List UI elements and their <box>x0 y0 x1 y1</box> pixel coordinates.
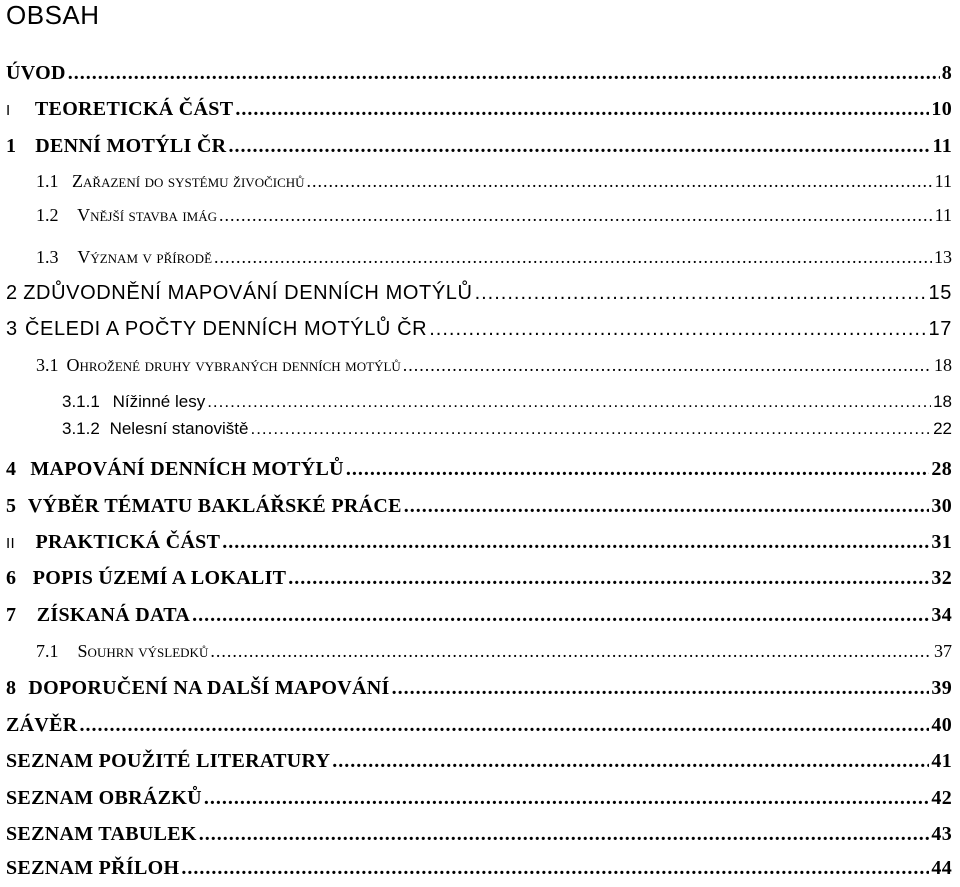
toc-entry-title: Nelesní stanoviště <box>109 419 249 438</box>
toc-entry-chapter-8[interactable] <box>6 677 952 707</box>
toc-entry-part-2[interactable] <box>6 531 952 561</box>
toc-leader-dots <box>403 355 932 376</box>
toc-entry-page: 11 <box>934 205 952 225</box>
toc-entry-number: 7 <box>6 604 17 626</box>
toc-entry-title: ČELEDI A POČTY DENNÍCH MOTÝLŮ ČR <box>24 318 428 340</box>
toc-entry-number: 4 <box>6 458 17 480</box>
toc-entry-title: POPIS ÚZEMÍ A LOKALIT <box>32 567 287 589</box>
toc-leader-dots <box>404 495 930 518</box>
toc-entry-page: 10 <box>931 98 952 120</box>
toc-leader-dots <box>429 318 926 341</box>
toc-leader-dots <box>250 419 931 439</box>
toc-entry-literatura[interactable] <box>6 750 952 780</box>
toc-entry-title: SEZNAM POUŽITÉ LITERATURY <box>6 750 331 772</box>
toc-entry-page: 8 <box>941 62 952 84</box>
toc-leader-dots <box>210 641 932 662</box>
toc-entry-chapter-1[interactable] <box>6 135 952 165</box>
toc-entry-obrazky[interactable] <box>6 787 952 817</box>
toc-entry-prilohy[interactable] <box>6 857 952 887</box>
toc-leader-dots <box>222 531 929 554</box>
toc-entry-number: 1.1 <box>36 171 59 191</box>
toc-entry-number: 1.3 <box>36 247 59 267</box>
toc-entry-page: 41 <box>931 750 952 772</box>
toc-entry-title: PRAKTICKÁ ČÁST <box>35 531 221 553</box>
toc-leader-dots <box>80 714 930 737</box>
toc-entry-number: 3.1.1 <box>62 392 100 411</box>
toc-leader-dots <box>235 98 929 121</box>
toc-entry-number: 1 <box>6 135 17 157</box>
toc-entry-page: 34 <box>931 604 952 626</box>
toc-leader-dots <box>214 247 932 268</box>
toc-entry-number: 6 <box>6 567 17 589</box>
toc-entry-page: 30 <box>931 495 952 517</box>
toc-entry-section-3-1[interactable] <box>6 355 952 385</box>
toc-entry-chapter-7[interactable] <box>6 604 952 634</box>
toc-entry-section-1-3[interactable] <box>6 247 952 277</box>
toc-leader-dots <box>332 750 929 773</box>
toc-entry-title: TEORETICKÁ ČÁST <box>34 98 234 120</box>
toc-entry-page: 28 <box>931 458 952 480</box>
toc-entry-page: 44 <box>931 857 952 879</box>
toc-entry-page: 18 <box>934 355 952 375</box>
toc-entry-title: SEZNAM TABULEK <box>6 823 197 845</box>
toc-entry-tabulky[interactable] <box>6 823 952 853</box>
toc-entry-title: DOPORUČENÍ NA DALŠÍ MAPOVÁNÍ <box>28 677 390 699</box>
toc-entry-title: ZÁVĚR <box>6 714 78 736</box>
toc-entry-part-1[interactable] <box>6 98 952 128</box>
toc-entry-title: ÚVOD <box>6 62 66 84</box>
toc-entry-number: II <box>6 535 15 552</box>
toc-entry-uvod[interactable] <box>6 62 952 92</box>
toc-entry-title: MAPOVÁNÍ DENNÍCH MOTÝLŮ <box>30 458 344 480</box>
toc-entry-title: DENNÍ MOTÝLI ČR <box>35 135 227 157</box>
toc-entry-section-7-1[interactable] <box>6 641 952 671</box>
toc-entry-number: 3.1.2 <box>62 419 100 438</box>
toc-leader-dots <box>228 135 930 158</box>
toc-leader-dots <box>475 282 927 305</box>
toc-entry-title: Význam v přírodě <box>77 247 213 267</box>
toc-entry-page: 32 <box>931 567 952 589</box>
toc-entry-section-1-2[interactable] <box>6 205 952 235</box>
page-title: OBSAH <box>6 0 100 30</box>
toc-entry-number: 3 <box>6 318 18 340</box>
toc-entry-page: 18 <box>933 392 952 411</box>
toc-entry-page: 43 <box>931 823 952 845</box>
toc-entry-number: 3.1 <box>36 355 59 375</box>
toc-entry-title: SEZNAM OBRÁZKŮ <box>6 787 202 809</box>
toc-entry-subsection-3-1-1[interactable] <box>6 392 952 422</box>
toc-leader-dots <box>307 171 933 192</box>
toc-entry-title: ZDŮVODNĚNÍ MAPOVÁNÍ DENNÍCH MOTÝLŮ <box>23 282 473 304</box>
toc-entry-title: VÝBĚR TÉMATU BAKLÁŘSKÉ PRÁCE <box>27 495 402 517</box>
toc-entry-number: 7.1 <box>36 641 59 661</box>
toc-leader-dots <box>199 823 930 846</box>
toc-entry-title: Vnější stavba imág <box>77 205 217 225</box>
toc-entry-title: Souhrn výsledků <box>77 641 209 661</box>
toc-entry-chapter-4[interactable] <box>6 458 952 488</box>
toc-leader-dots <box>288 567 929 590</box>
toc-entry-number: 5 <box>6 495 17 517</box>
toc-entry-chapter-3[interactable] <box>6 318 952 348</box>
toc-leader-dots <box>204 787 930 810</box>
toc-leader-dots <box>346 458 930 481</box>
toc-entry-number: 8 <box>6 677 17 699</box>
toc-entry-title: SEZNAM PŘÍLOH <box>6 857 180 879</box>
toc-entry-page: 15 <box>928 282 952 304</box>
toc-entry-chapter-5[interactable] <box>6 495 952 525</box>
toc-entry-title: Zařazení do systému živočichů <box>72 171 305 191</box>
toc-entry-page: 11 <box>932 135 952 157</box>
toc-leader-dots <box>207 392 931 412</box>
toc-leader-dots <box>68 62 940 85</box>
toc-entry-section-1-1[interactable] <box>6 171 952 201</box>
toc-entry-page: 40 <box>931 714 952 736</box>
toc-leader-dots <box>219 205 933 226</box>
toc-leader-dots <box>192 604 929 627</box>
toc-entry-page: 37 <box>934 641 952 661</box>
toc-entry-number: 1.2 <box>36 205 59 225</box>
toc-entry-title: Ohrožené druhy vybraných denních motýlů <box>66 355 401 375</box>
toc-entry-chapter-6[interactable] <box>6 567 952 597</box>
toc-entry-number: 2 <box>6 282 18 304</box>
toc-entry-page: 22 <box>933 419 952 438</box>
toc-entry-number: I <box>6 102 11 119</box>
toc-entry-page: 42 <box>931 787 952 809</box>
toc-entry-page: 31 <box>931 531 952 553</box>
toc-entry-page: 17 <box>928 318 952 340</box>
toc-entry-page: 13 <box>934 247 952 267</box>
toc-entry-chapter-2[interactable] <box>6 282 952 312</box>
toc-entry-page: 39 <box>931 677 952 699</box>
toc-leader-dots <box>392 677 930 700</box>
toc-entry-page: 11 <box>934 171 952 191</box>
toc-entry-zaver[interactable] <box>6 714 952 744</box>
toc-leader-dots <box>181 857 929 880</box>
toc-entry-title: Nížinné lesy <box>112 392 206 411</box>
toc-entry-title: ZÍSKANÁ DATA <box>36 604 191 626</box>
toc-entry-subsection-3-1-2[interactable] <box>6 419 952 449</box>
